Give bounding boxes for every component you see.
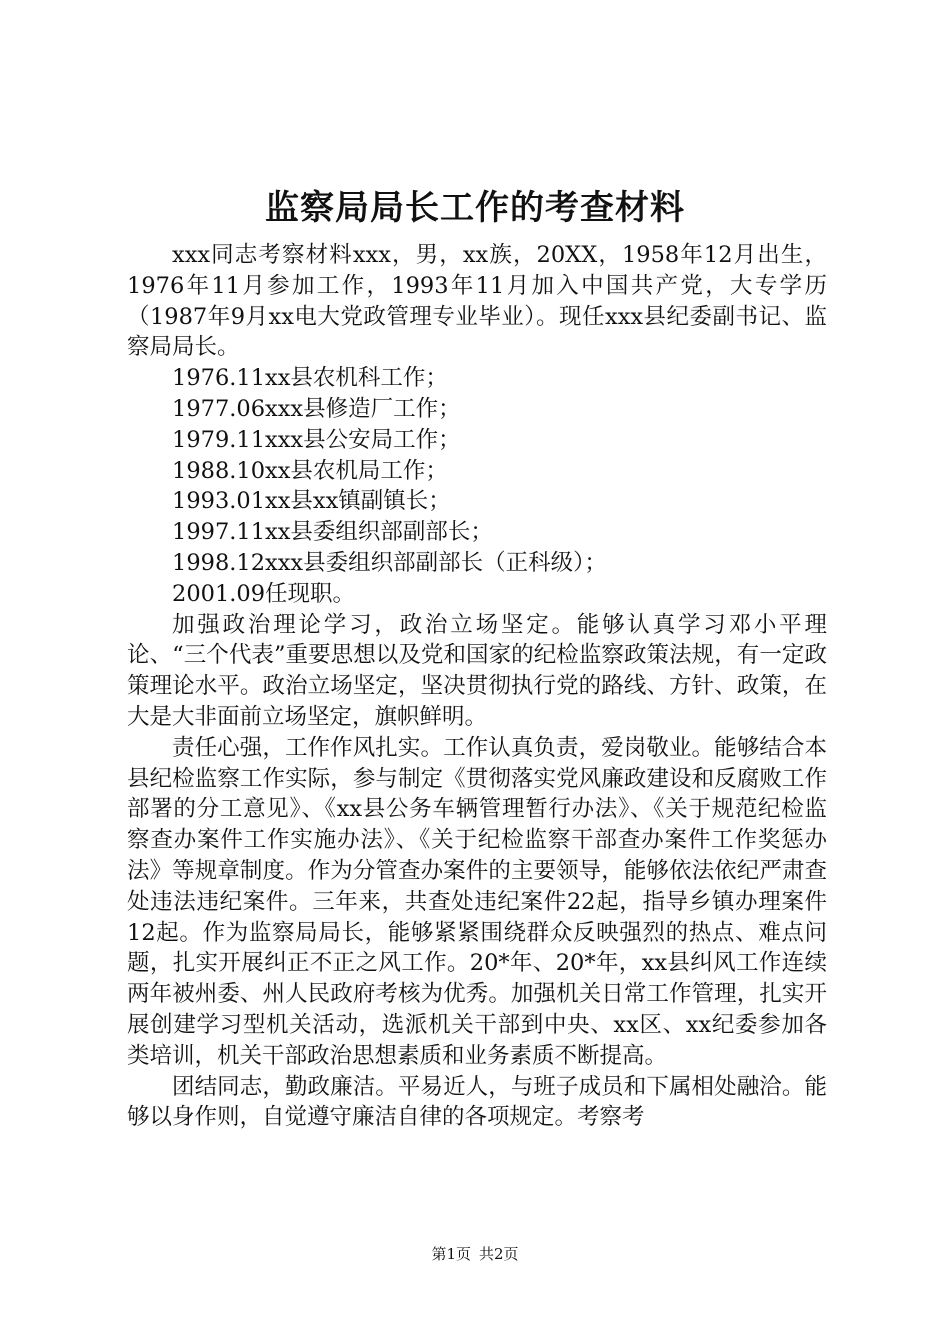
resume-item: 1998.12xxx县委组织部副部长（正科级）； (172, 549, 607, 576)
resume-item: 1979.11xxx县公安局工作； (172, 426, 461, 453)
document-title: 监察局局长工作的考查材料 (265, 188, 685, 228)
page-number-total: 共2页 (479, 1245, 519, 1263)
page-number-current: 第1页 (431, 1245, 471, 1263)
resume-item: 1997.11xx县委组织部副部长； (172, 519, 493, 546)
resume-item: 1993.01xx县xx镇副镇长； (172, 488, 451, 515)
resume-item: 1976.11xx县农机科工作； (172, 365, 448, 392)
resume-item: 2001.09任现职。 (172, 580, 356, 607)
paragraph-intro: xxx同志考察材料xxx，男，xx族，20XX，1958年12月出生，1976年11月参加工作，1993年11月加入中国共产党，大专学历（1987年9月xx电大党政管理专业毕业）。现任xxx县纪委副书记、监察局局长。 (127, 242, 827, 361)
paragraph-politics: 加强政治理论学习，政治立场坚定。能够认真学习邓小平理论、“三个代表”重要思想以及党和国家的纪检监察政策法规，有一定政策理论水平。政治立场坚定，坚决贯彻执行党的路线、方针、政策，在大是大非面前立场坚定，旗帜鲜明。 (127, 611, 827, 730)
resume-item: 1988.10xx县农机局工作； (172, 457, 448, 484)
page-footer (0, 1244, 950, 1264)
paragraph-work-style: 责任心强，工作作风扎实。工作认真负责，爱岗敬业。能够结合本县纪检监察工作实际，参与制定《贯彻落实党风廉政建设和反腐败工作部署的分工意见》、《xx县公务车辆管理暂行办法》、《关于规范纪检监察查办案件工作实施办法》、《关于纪检监察干部查办案件工作奖惩办法》等规章制度。作为分管查办案件的主要领导，能够依法依纪严肃查处违法违纪案件。三年来，共查处违纪案件22起，指导乡镇办理案件12起。作为监察局局长，能够紧紧围绕群众反映强烈的热点、难点问题，扎实开展纠正不正之风工作。20*年、20*年，xx县纠风工作连续两年被州委、州人民政府考核为优秀。加强机关日常工作管理，扎实开展创建学习型机关活动，选派机关干部到中央、xx区、xx纪委参加各类培训，机关干部政治思想素质和业务素质不断提高。 (127, 734, 827, 1069)
resume-item: 1977.06xxx县修造厂工作； (172, 395, 461, 422)
paragraph-integrity: 团结同志，勤政廉洁。平易近人，与班子成员和下属相处融洽。能够以身作则，自觉遵守廉洁自律的各项规定。考察考 (127, 1073, 827, 1131)
document-body (127, 240, 827, 1133)
